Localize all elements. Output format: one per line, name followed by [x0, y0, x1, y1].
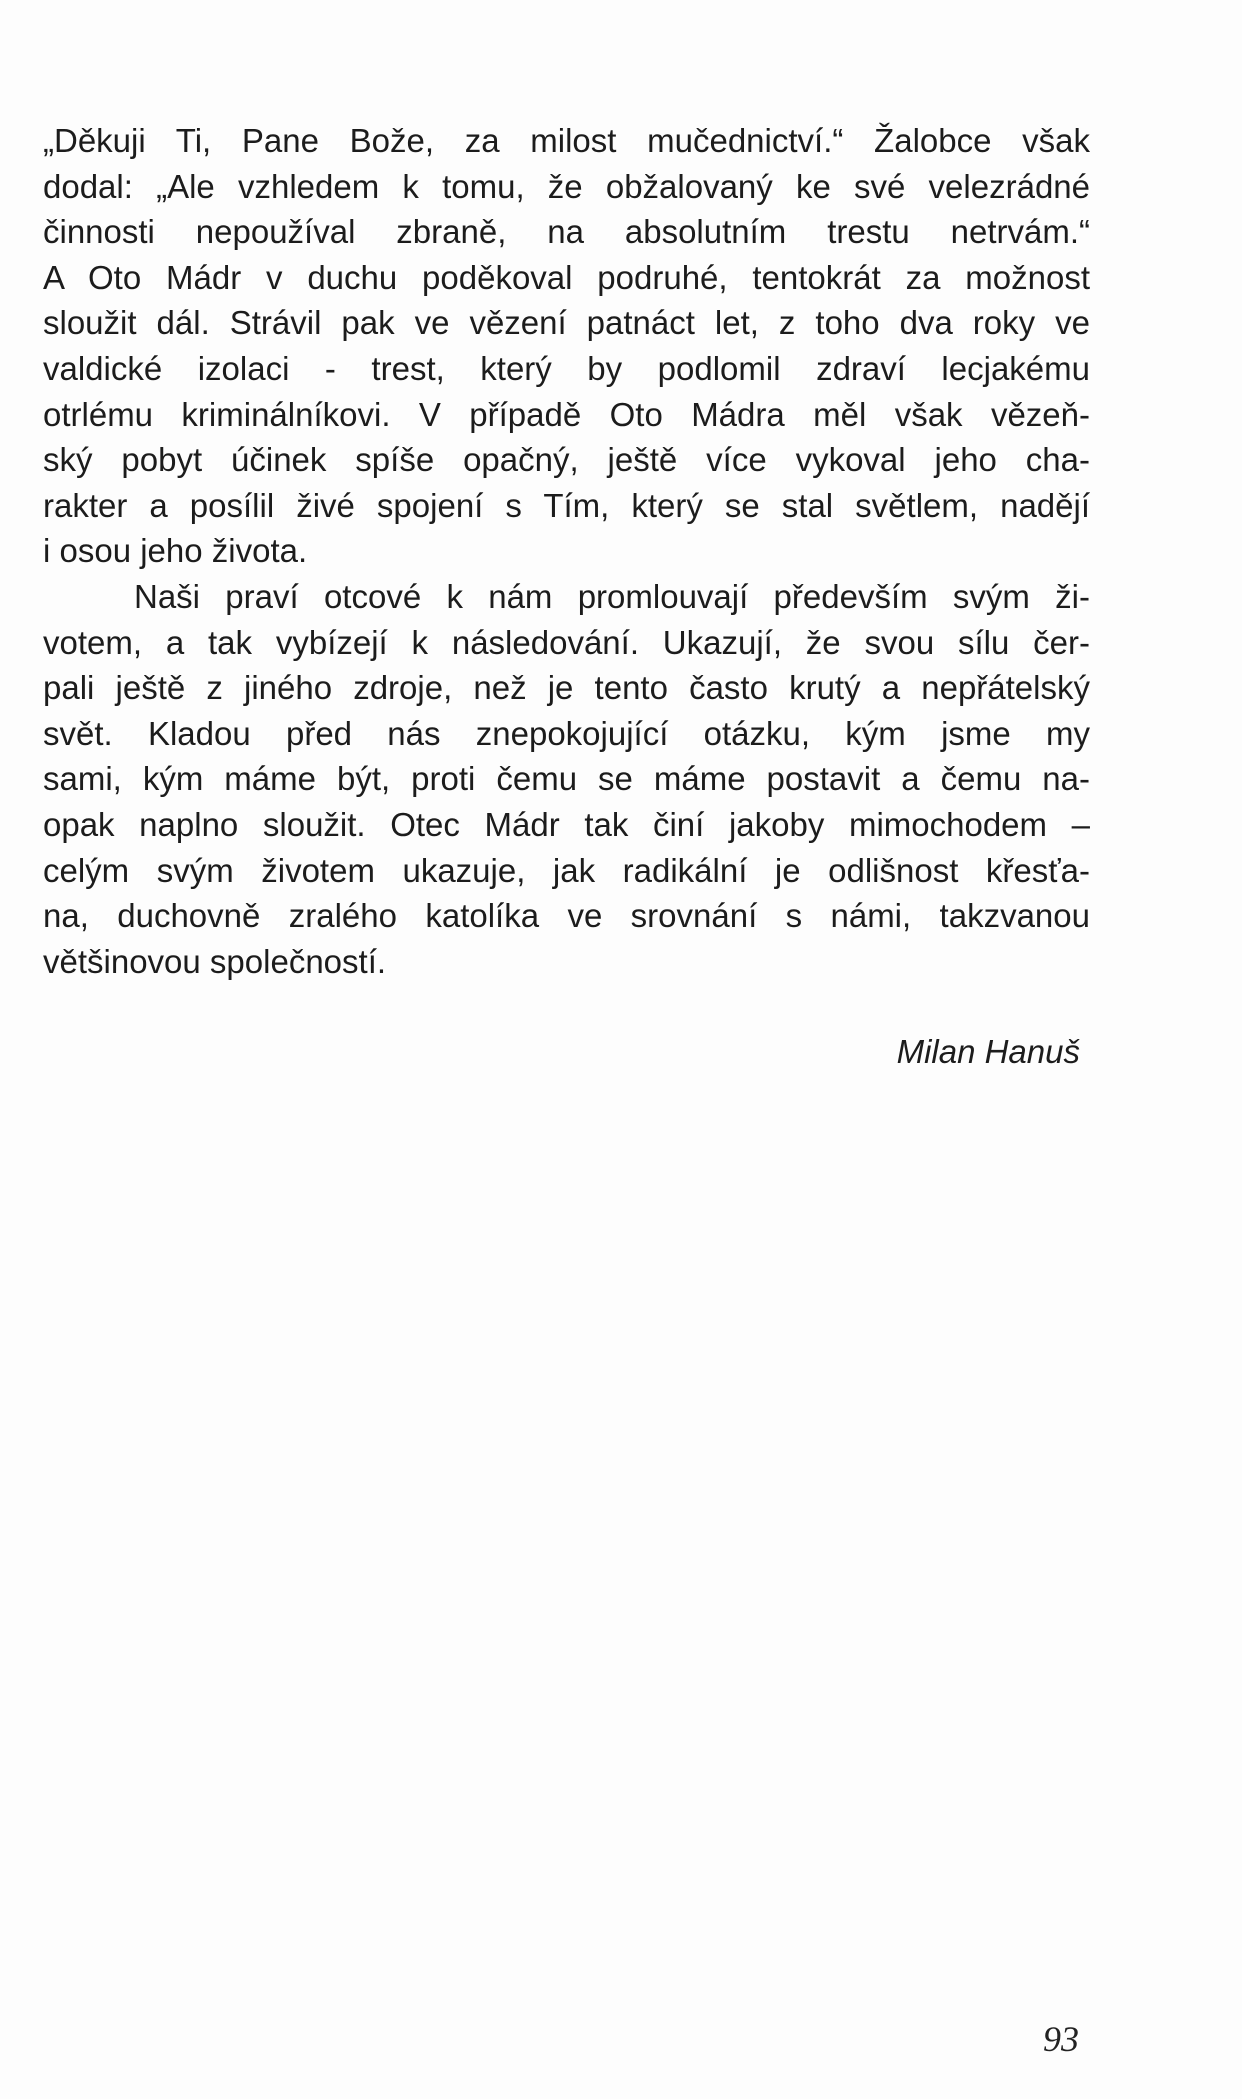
text-line: A Oto Mádr v duchu poděkoval podruhé, tentokrát za možnost [43, 258, 1090, 296]
text-line: opak naplno sloužit. Otec Mádr tak činí jakoby mimochodem – [43, 805, 1090, 843]
text-line: svět. Kladou před nás znepokojující otázku, kým jsme my [43, 714, 1090, 752]
author-signature: Milan Hanuš [896, 1033, 1080, 1070]
text-line: většinovou společností. [43, 942, 387, 980]
page-number: 93 [1043, 2019, 1079, 2059]
text-line: valdické izolaci - trest, který by podlomil zdraví lecjakému [43, 349, 1090, 387]
paragraph-2 [43, 574, 1090, 984]
text-line: dodal: „Ale vzhledem k tomu, že obžalovaný ke své velezrádné [43, 167, 1090, 205]
text-line: pali ještě z jiného zdroje, než je tento často krutý a nepřátelský [43, 669, 1090, 707]
text-line: rakter a posílil živé spojení s Tím, který se stal světlem, nadějí [43, 486, 1090, 524]
text-line: Naši praví otcové k nám promlouvají především svým ži- [134, 577, 1090, 615]
text-line: sami, kým máme být, proti čemu se máme postavit a čemu na- [43, 760, 1090, 798]
paragraph-1 [43, 118, 1090, 574]
text-line: otrlému kriminálníkovi. V případě Oto Mádra měl však vězeň- [43, 395, 1090, 433]
text-line: votem, a tak vybízejí k následování. Ukazují, že svou sílu čer- [43, 623, 1090, 661]
text-line: na, duchovně zralého katolíka ve srovnání s námi, takzvanou [43, 897, 1090, 935]
text-line: činnosti nepoužíval zbraně, na absolutním trestu netrvám.“ [43, 213, 1090, 251]
text-line: „Děkuji Ti, Pane Bože, za milost mučednictví.“ Žalobce však [43, 122, 1090, 159]
body-text [43, 118, 1090, 984]
text-line: celým svým životem ukazuje, jak radikální je odlišnost křesťa- [43, 851, 1090, 889]
text-line: sloužit dál. Strávil pak ve vězení patnáct let, z toho dva roky ve [43, 304, 1090, 342]
text-line: i osou jeho života. [43, 532, 308, 570]
text-line: ský pobyt účinek spíše opačný, ještě více vykoval jeho cha- [43, 441, 1090, 479]
